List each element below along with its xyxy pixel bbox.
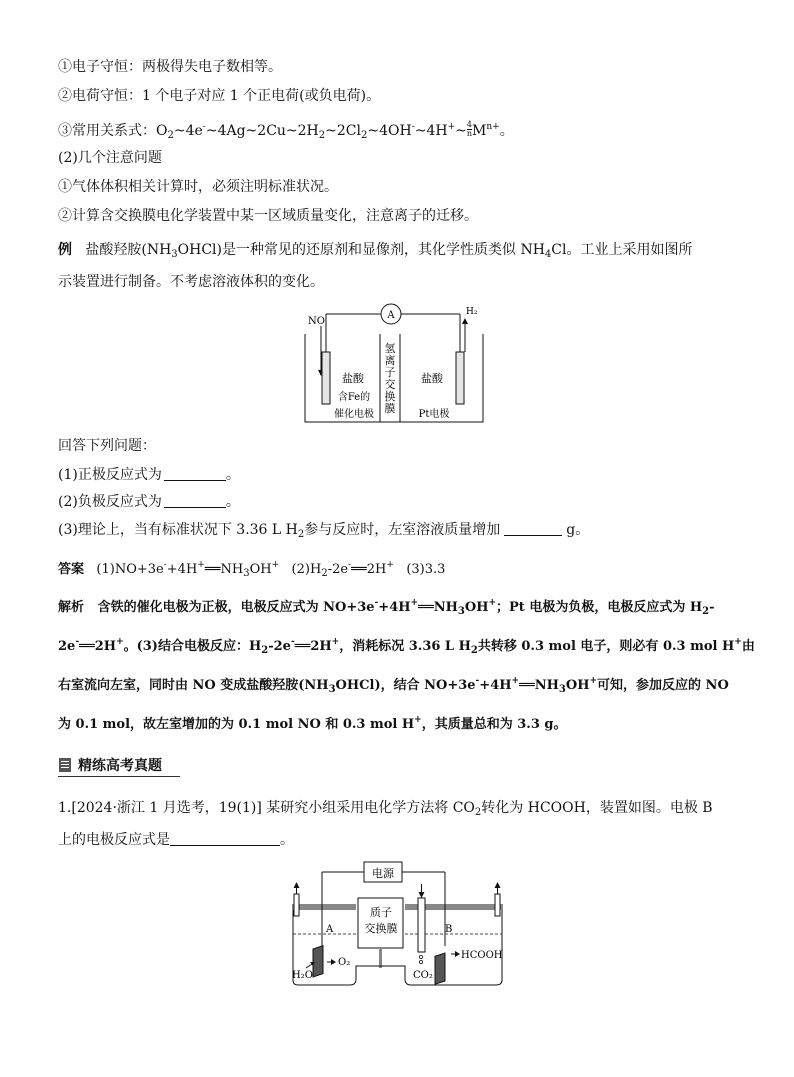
example-line-2: 示装置进行制备。不考虑溶液体积的变化。 bbox=[58, 274, 324, 290]
right-electrode-label: Pt电极 bbox=[418, 409, 450, 420]
answer-label: 答案 bbox=[58, 562, 85, 577]
analysis-1d: OH bbox=[464, 600, 489, 615]
line-charge-conservation: ②电荷守恒：1 个电子对应 1 个正电荷(或负电荷)。 bbox=[58, 88, 381, 104]
problem-1-text-b: 转化为 HCOOH，装置如图。电极 B bbox=[481, 800, 713, 816]
answer-blank-3[interactable] bbox=[504, 521, 562, 536]
relation-f: ~ bbox=[455, 123, 467, 139]
analysis-4a: 为 0.1 mol，故左室增加的为 0.1 mol NO 和 0.3 mol H bbox=[58, 717, 415, 732]
question-1-text: (1)正极反应式为 bbox=[58, 467, 162, 483]
left-electrode-label-1: 含Fe的 bbox=[337, 392, 371, 403]
relation-d: ~4OH bbox=[367, 123, 412, 139]
right-acid-label: 盐酸 bbox=[421, 372, 443, 385]
line-membrane-mass: ②计算含交换膜电化学装置中某一区域质量变化，注意离子的迁移。 bbox=[58, 208, 478, 224]
analysis-3f: 可知，参加反应的 NO bbox=[597, 678, 729, 693]
question-2-text: (2)负极反应式为 bbox=[58, 494, 162, 510]
problem-1-answer-blank[interactable] bbox=[170, 831, 280, 846]
electrode-a-label: A bbox=[326, 924, 334, 935]
example-label: 例 bbox=[58, 242, 72, 258]
section-header bbox=[58, 754, 180, 777]
question-3-text-c: g。 bbox=[566, 522, 590, 538]
analysis-1b: +4H bbox=[378, 600, 411, 615]
question-2-end: 。 bbox=[225, 494, 240, 510]
line-electron-conservation: ①电子守恒：两极得失电子数相等。 bbox=[58, 59, 282, 75]
ammeter-label: A bbox=[387, 310, 395, 321]
example-line-1: 例 盐酸羟胺$(NH_3OHCl)$是一种常见的还原剂和显像剂，其化学性质类似 $NH_4Cl$。工业上采用如图所 bbox=[58, 242, 693, 260]
analysis-3b: OHCl)，结合 NO+3e bbox=[335, 678, 476, 693]
frac-den: n bbox=[466, 129, 473, 138]
relation-e: ~4H bbox=[414, 123, 448, 139]
problem-1-text-d: 。 bbox=[280, 832, 294, 848]
answer-2b: -2e bbox=[327, 562, 349, 577]
h2-label: H₂ bbox=[466, 307, 478, 317]
answer-1b: +4H bbox=[166, 562, 198, 577]
example-text-1b: OHCl)是一种常见的还原剂和显像剂，其化学性质类似 NH bbox=[177, 242, 545, 258]
analysis-3d: ══NH bbox=[519, 678, 559, 693]
analysis-3e: OH bbox=[565, 678, 590, 693]
membrane-char-2: 离 bbox=[384, 354, 396, 367]
no-label: NO bbox=[308, 316, 325, 327]
relation-a: ~4e bbox=[173, 123, 203, 139]
analysis-2f: ，消耗标况 3.36 L H bbox=[339, 639, 471, 654]
question-3-text-a: (3)理论上，当有标准状况下 3.36 L H bbox=[58, 522, 298, 538]
membrane-char-1: 氢 bbox=[384, 342, 396, 355]
analysis-line-1: 解析 含铁的催化电极为正极，电极反应式为 $NO+3e^-+4H^+══NH_3OH^+$；Pt 电极为负极，电极反应式为 $H_2-$ bbox=[58, 598, 715, 617]
analysis-1f: - bbox=[709, 600, 715, 615]
electrode-b-label: B bbox=[445, 924, 453, 935]
hcooh-label: HCOOH bbox=[461, 950, 503, 961]
line-gas-volume: ①气体体积相关计算时，必须注明标准状况。 bbox=[58, 179, 338, 195]
question-1-end: 。 bbox=[225, 467, 240, 483]
pt-electrode bbox=[456, 352, 464, 404]
analysis-4b: ，其质量总和为 3.3 g。 bbox=[421, 717, 567, 732]
relation-h: 。 bbox=[499, 123, 514, 139]
question-1 bbox=[58, 465, 240, 485]
analysis-2h: 由 bbox=[741, 639, 755, 654]
membrane-char-4: 交 bbox=[384, 378, 396, 391]
power-supply-label: 电源 bbox=[372, 867, 394, 880]
electrolysis-diagram bbox=[300, 300, 500, 425]
example-text-1: 盐酸羟胺(NH bbox=[85, 242, 172, 258]
answer-blank-2[interactable] bbox=[164, 493, 226, 508]
analysis-2c: 。(3)结合电极反应：H bbox=[123, 639, 262, 654]
analysis-2b: ══2H bbox=[79, 639, 117, 654]
analysis-1c: ══NH bbox=[418, 600, 458, 615]
example-text-1c: Cl。工业上采用如图所 bbox=[551, 242, 693, 258]
relation-g: M bbox=[472, 123, 487, 139]
relation-c: ~2Cl bbox=[325, 123, 361, 139]
h2o-label: H₂O bbox=[292, 970, 313, 981]
o2-label: O₂ bbox=[338, 957, 351, 968]
answer-1a: (1)NO+3e bbox=[96, 562, 164, 577]
electrode-a bbox=[313, 946, 323, 977]
problem-1-line-1: 1.[2024·浙江 1 月选考，19(1)] 某研究小组采用电化学方法将 $CO_2$转化为 HCOOH，装置如图。电极 B bbox=[58, 800, 713, 818]
relation-prefix: ③常用关系式：O bbox=[58, 123, 168, 139]
answer-1c: ══NH bbox=[204, 562, 244, 577]
analysis-label: 解析 bbox=[58, 600, 85, 615]
relation-b: ~4Ag~2Cu~2H bbox=[205, 123, 319, 139]
left-electrode-label-2: 催化电极 bbox=[334, 409, 374, 420]
membrane-label-2: 交换膜 bbox=[364, 922, 398, 935]
analysis-2d: -2e bbox=[268, 639, 291, 654]
answer-line: 答案 $(1)NO+3e^-+4H^+══NH_3OH^+$ $(2)H_2-2e^-══2H^+$ (3)3.3 bbox=[58, 560, 446, 579]
analysis-2g: 共转移 0.3 mol 电子，则必有 0.3 mol H bbox=[477, 639, 735, 654]
membrane-char-6: 膜 bbox=[384, 402, 396, 415]
answer-blank-1[interactable] bbox=[164, 466, 226, 481]
frac-num: 4 bbox=[466, 120, 472, 129]
line-relation: ③常用关系式：$O_2\sim 4e^-\sim 4Ag\sim 2Cu\sim 2H_2\sim 2Cl_2\sim 4OH^-\sim 4H^+\sim$ $\frac{4}{n}$ $M^{n+}$。 bbox=[58, 120, 514, 141]
analysis-1e: ；Pt 电极为负极，电极反应式为 H bbox=[496, 600, 703, 615]
answer-2a: (2)H bbox=[291, 562, 322, 577]
questions-intro: 回答下列问题： bbox=[58, 438, 156, 454]
analysis-3c: +4H bbox=[479, 678, 512, 693]
analysis-line-3: 右室流向左室，同时由 NO 变成盐酸羟胺$(NH_3OHCl)$，结合 $NO+3e^-+4H^+══NH_3OH^+$可知，参加反应的 NO bbox=[58, 676, 729, 695]
question-2 bbox=[58, 492, 240, 512]
membrane-char-3: 子 bbox=[384, 366, 396, 379]
document-icon bbox=[59, 758, 71, 772]
co2-label: CO₂ bbox=[413, 970, 433, 981]
question-3-text-b: 参与反应时，左室溶液质量增加 bbox=[304, 522, 501, 538]
answer-1d: OH bbox=[249, 562, 272, 577]
left-acid-label: 盐酸 bbox=[342, 372, 364, 385]
problem-1-line-2 bbox=[58, 830, 294, 850]
analysis-1a: 含铁的催化电极为正极，电极反应式为 NO+3e bbox=[97, 600, 375, 615]
question-3: (3)理论上，当有标准状况下 3.36 L $H_2$参与反应时，左室溶液质量增加 g。 bbox=[58, 522, 590, 540]
subheading-notes: (2)几个注意问题 bbox=[58, 150, 162, 166]
co2-electrolysis-diagram bbox=[285, 858, 510, 988]
electrode-b bbox=[435, 953, 445, 984]
analysis-2e: ══2H bbox=[294, 639, 332, 654]
problem-1-text-a: 1.[2024·浙江 1 月选考，19(1)] 某研究小组采用电化学方法将 CO bbox=[58, 800, 475, 816]
analysis-line-4: 为 0.1 mol，故左室增加的为 0.1 mol NO 和 0.3 mol H+，其质量总和为 3.3 g。 bbox=[58, 715, 567, 732]
section-title: 精练高考真题 bbox=[78, 758, 162, 774]
analysis-2a: 2e bbox=[58, 639, 76, 654]
problem-1-text-c: 上的电极反应式是 bbox=[58, 832, 170, 848]
fe-catalytic-electrode bbox=[322, 352, 330, 404]
membrane-char-5: 换 bbox=[384, 390, 396, 403]
answer-2c: ══2H bbox=[351, 562, 387, 577]
answer-3: (3)3.3 bbox=[406, 562, 446, 577]
analysis-3a: 右室流向左室，同时由 NO 变成盐酸羟胺(NH bbox=[58, 678, 329, 693]
analysis-line-2: 2e-══2H+。(3)结合电极反应：$H_2-2e^-══2H^+$，消耗标况 3.36 L $H_2$共转移 0.3 mol 电子，则必有 0.3 mol H+由 bbox=[58, 637, 755, 656]
membrane-label-1: 质子 bbox=[370, 906, 392, 919]
